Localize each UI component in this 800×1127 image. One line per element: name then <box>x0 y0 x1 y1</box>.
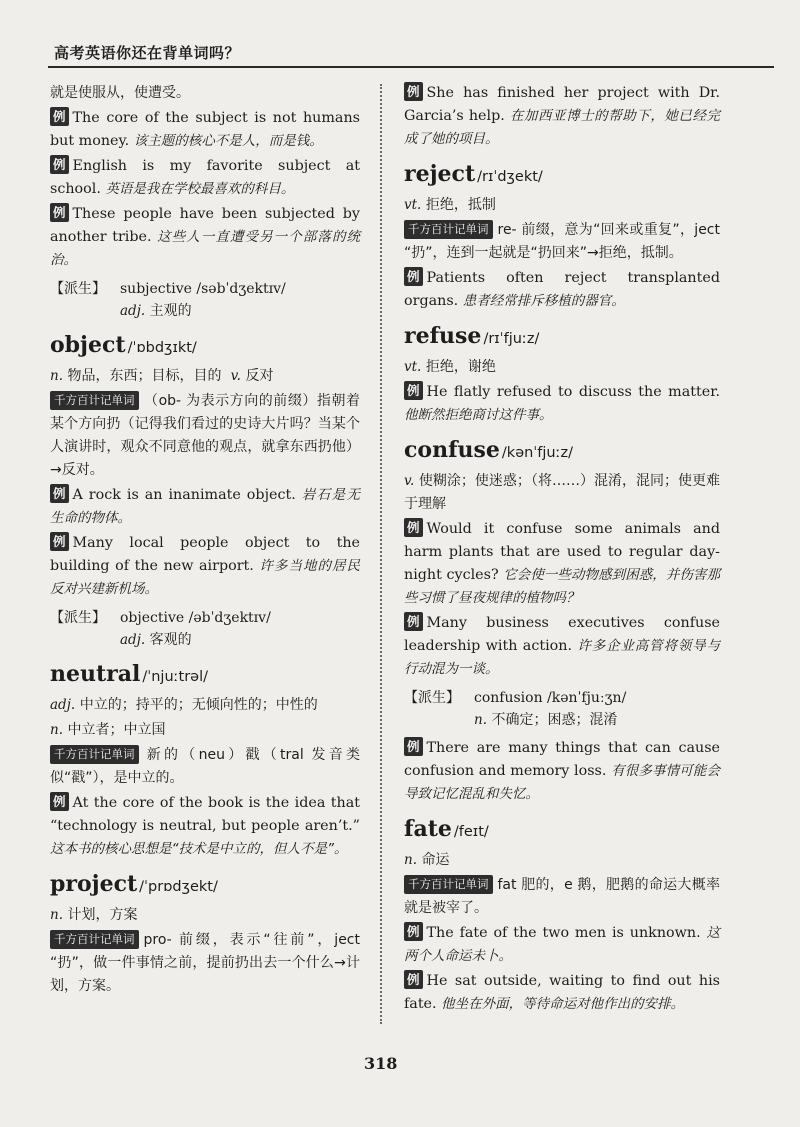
mnemonic-label: 千方百计记单词 <box>50 391 139 410</box>
page-number: 318 <box>364 1054 398 1073</box>
example-fate-1: 例 The fate of the two men is unknown. 这两个人命运未卜。 <box>404 924 720 964</box>
definition-confuse: v. 使糊涂；使迷惑；（将……）混淆，混同；使更难于理解 <box>404 473 721 512</box>
definition-reject: vt. 拒绝，抵制 <box>404 197 496 213</box>
example-subject-2: 例 English is my favorite subject at school. 英语是我在学校最喜欢的科目。 <box>50 157 360 197</box>
example-label: 例 <box>404 381 423 400</box>
entry-heading-object: object /ˈɒbdʒɪkt/ <box>50 332 197 358</box>
example-label: 例 <box>50 107 69 126</box>
column-divider <box>380 84 382 1024</box>
example-label: 例 <box>404 922 423 941</box>
mnemonic-reject: 千方百计记单词 re- 前缀，意为“回来或重复”，ject “扔”，连到一起就是“扔回来”→拒绝，抵制。 <box>404 222 720 261</box>
entry-heading-reject: reject /rɪˈdʒekt/ <box>404 161 543 187</box>
entry-heading-fate: fate /feɪt/ <box>404 816 489 842</box>
example-label: 例 <box>404 267 423 286</box>
page-header: 高考英语你还在背单词吗？ <box>54 44 241 62</box>
entry-heading-project: project /ˈprɒdʒekt/ <box>50 871 218 897</box>
entry-heading-refuse: refuse /rɪˈfjuːz/ <box>404 323 540 349</box>
entry-heading-neutral: neutral /ˈnjuːtrəl/ <box>50 661 209 687</box>
example-label: 例 <box>50 203 69 222</box>
left-column <box>50 82 360 1000</box>
derivative-label: 【派生】 <box>50 281 106 297</box>
example-fate-2: 例 He sat outside, waiting to find out his fate. 他坐在外面，等待命运对他作出的安排。 <box>404 972 720 1012</box>
example-label: 例 <box>50 484 69 503</box>
example-neutral-1: 例 At the core of the book is the idea that “technology is neutral, but people aren’t.” 这本书的核心思想是“技术是中立的，但人不是”。 <box>50 794 360 857</box>
example-label: 例 <box>50 155 69 174</box>
definition-neutral-2: n. 中立者；中立国 <box>50 722 166 738</box>
example-label: 例 <box>404 518 423 537</box>
derivative-objective: 【派生】 objective /əbˈdʒektɪv/ adj. 客观的 <box>50 607 360 651</box>
mnemonic-project: 千方百计记单词 pro- 前缀，表示“往前”，ject “扔”，做一件事情之前，提前扔出去一个什么→计划，方案。 <box>50 932 360 994</box>
example-object-1: 例 A rock is an inanimate object. 岩石是无生命的物体。 <box>50 486 361 526</box>
example-reject-1: 例 Patients often reject transplanted organs. 患者经常排斥移植的器官。 <box>404 269 720 309</box>
example-refuse-1: 例 He flatly refused to discuss the matter. 他断然拒绝商讨这件事。 <box>404 383 720 423</box>
mnemonic-object: 千方百计记单词 （ob- 为表示方向的前缀）指朝着某个方向扔（记得我们看过的史诗大片吗？当某个人演讲时，观众不同意他的观点，就拿东西扔他）→反对。 <box>50 393 360 478</box>
example-project-1: 例 She has finished her project with Dr. Garcia’s help. 在加西亚博士的帮助下，她已经完成了她的项目。 <box>404 84 721 147</box>
definition-neutral-1: adj. 中立的；持平的；无倾向性的；中性的 <box>50 697 318 713</box>
example-label: 例 <box>50 792 69 811</box>
definition-project: n. 计划，方案 <box>50 907 138 923</box>
derivative-subjective: 【派生】 subjective /səbˈdʒektɪv/ adj. 主观的 <box>50 278 360 322</box>
example-confuse-1: 例 Would it confuse some animals and harm plants that are used to regular day-night cycles? 它会使一些动物感到困惑，并伤害那些习惯了昼夜规律的植物吗？ <box>404 520 721 606</box>
definition-fate: n. 命运 <box>404 852 450 868</box>
intro-line: 就是使服从，使遭受。 <box>50 85 190 101</box>
example-subject-3: 例 These people have been subjected by another tribe. 这些人一直遭受另一个部落的统治。 <box>50 205 361 268</box>
definition-object: n. 物品，东西；目标，目的 v. 反对 <box>50 368 274 384</box>
entry-heading-confuse: confuse /kənˈfjuːz/ <box>404 437 573 463</box>
example-label: 例 <box>404 970 423 989</box>
example-label: 例 <box>404 82 423 101</box>
mnemonic-fate: 千方百计记单词 fat 肥的，e 鹅，肥鹅的命运大概率就是被宰了。 <box>404 877 720 916</box>
definition-refuse: vt. 拒绝，谢绝 <box>404 359 496 375</box>
derivative-label: 【派生】 <box>50 610 106 626</box>
example-object-2: 例 Many local people object to the building of the new airport. 许多当地的居民反对兴建新机场。 <box>50 534 360 597</box>
mnemonic-label: 千方百计记单词 <box>50 930 139 949</box>
right-column <box>404 82 720 1018</box>
example-label: 例 <box>50 532 69 551</box>
example-confuse-2: 例 Many business executives confuse leadership with action. 许多企业高管将领导与行动混为一谈。 <box>404 614 721 677</box>
example-confuse-3: 例 There are many things that can cause confusion and memory loss. 有很多事情可能会导致记忆混乱和失忆。 <box>404 739 720 802</box>
derivative-label: 【派生】 <box>404 690 460 706</box>
mnemonic-neutral: 千方百计记单词 新的（neu）戳（tral 发音类似“戳”），是中立的。 <box>50 747 360 786</box>
header-rule <box>48 66 774 68</box>
derivative-confusion: 【派生】 confusion /kənˈfjuːʒn/ n. 不确定；困惑；混淆 <box>404 687 720 731</box>
example-label: 例 <box>404 737 423 756</box>
example-subject-1: 例 The core of the subject is not humans but money. 该主题的核心不是人，而是钱。 <box>50 109 360 149</box>
mnemonic-label: 千方百计记单词 <box>404 875 493 894</box>
mnemonic-label: 千方百计记单词 <box>50 745 139 764</box>
example-label: 例 <box>404 612 423 631</box>
mnemonic-label: 千方百计记单词 <box>404 220 493 239</box>
